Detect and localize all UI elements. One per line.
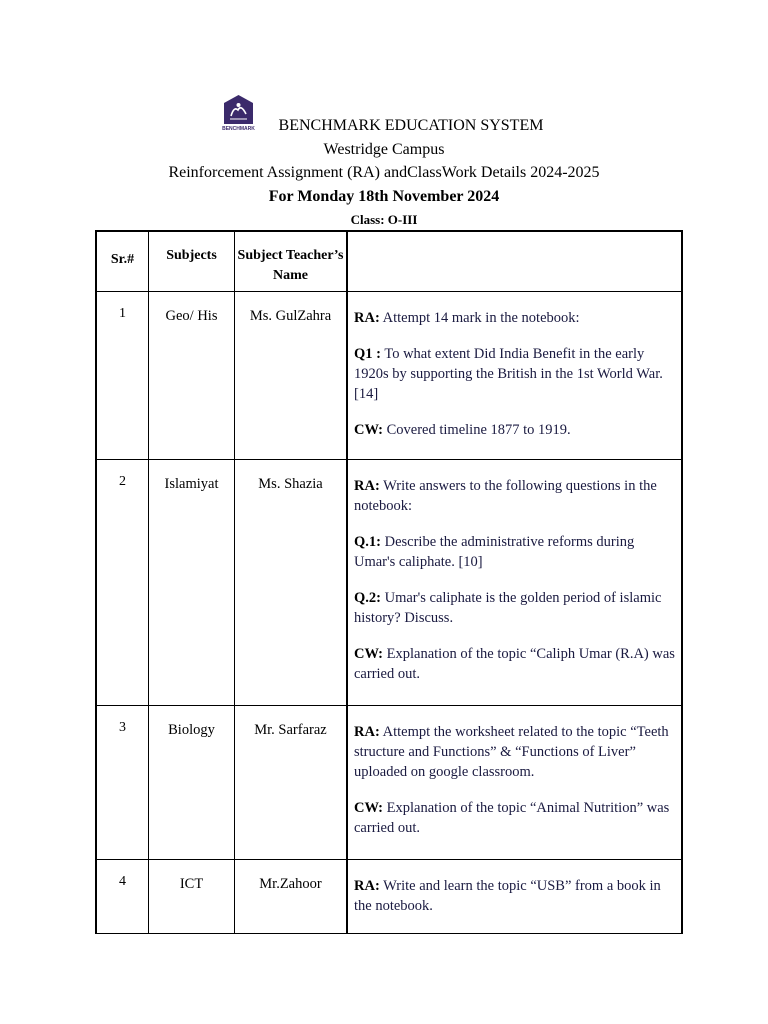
- table-row: [96, 292, 682, 460]
- row-teacher: Ms. Shazia: [235, 460, 348, 706]
- detail-item: [354, 644, 677, 684]
- row-details: [347, 292, 682, 460]
- row-teacher: Ms. GulZahra: [235, 292, 348, 460]
- detail-item: [354, 798, 677, 838]
- row-details: [347, 860, 682, 934]
- detail-text: Explanation of the topic “Animal Nutrition” was carried out.: [354, 800, 670, 836]
- detail-text: Attempt the worksheet related to the topic “Teeth structure and Functions” & “Functions of Liver” uploaded on google classroom.: [354, 724, 669, 780]
- detail-label: Q1 :: [354, 346, 381, 362]
- document-title: Reinforcement Assignment (RA) andClassWork Details 2024-2025: [168, 164, 600, 181]
- detail-text: Explanation of the topic “Caliph Umar (R.A) was carried out.: [354, 646, 675, 682]
- detail-text: Write and learn the topic “USB” from a book in the notebook.: [354, 878, 661, 914]
- detail-label: CW:: [354, 422, 383, 438]
- detail-label: CW:: [354, 800, 383, 816]
- row-subject: Geo/ His: [149, 292, 235, 460]
- row-details: [347, 460, 682, 706]
- detail-item: [354, 308, 677, 328]
- detail-label: CW:: [354, 646, 383, 662]
- detail-text: Describe the administrative reforms during Umar's caliphate. [10]: [354, 534, 635, 570]
- detail-item: [354, 476, 677, 516]
- row-number: 3: [96, 706, 149, 860]
- detail-text: Write answers to the following questions in the notebook:: [354, 478, 657, 514]
- detail-item: [354, 876, 677, 916]
- detail-text: Umar's caliphate is the golden period of islamic history? Discuss.: [354, 590, 662, 626]
- row-number: 4: [96, 860, 149, 934]
- header-details: [347, 231, 682, 292]
- detail-label: RA:: [354, 724, 380, 740]
- logo-text: BENCHMARK: [222, 126, 255, 132]
- detail-item: [354, 420, 677, 440]
- detail-label: RA:: [354, 878, 380, 894]
- detail-label: Q.2:: [354, 590, 381, 606]
- detail-label: RA:: [354, 478, 380, 494]
- document-date: For Monday 18th November 2024: [268, 188, 500, 205]
- row-teacher: Mr. Sarfaraz: [235, 706, 348, 860]
- detail-item: [354, 588, 677, 628]
- row-number: 1: [96, 292, 149, 460]
- row-teacher: Mr.Zahoor: [235, 860, 348, 934]
- detail-label: RA:: [354, 310, 380, 326]
- row-number: 2: [96, 460, 149, 706]
- header-sr: Sr.#: [96, 231, 149, 292]
- row-subject: Islamiyat: [149, 460, 235, 706]
- detail-text: Covered timeline 1877 to 1919.: [383, 422, 571, 438]
- schedule-table: [95, 230, 683, 934]
- class-label: Class: O-III: [350, 212, 418, 227]
- row-subject: ICT: [149, 860, 235, 934]
- detail-text: To what extent Did India Benefit in the early 1920s by supporting the British in the 1st World War. [14]: [354, 346, 663, 402]
- row-subject: Biology: [149, 706, 235, 860]
- campus-name: Westridge Campus: [323, 141, 445, 158]
- table-row: [96, 706, 682, 860]
- row-details: [347, 706, 682, 860]
- table-row: [96, 860, 682, 934]
- org-name: BENCHMARK EDUCATION SYSTEM: [278, 117, 544, 134]
- detail-item: [354, 722, 677, 782]
- table-row: [96, 460, 682, 706]
- header-teacher: Subject Teacher’s Name: [235, 231, 348, 292]
- detail-text: Attempt 14 mark in the notebook:: [379, 310, 580, 326]
- detail-item: [354, 344, 677, 404]
- detail-label: Q.1:: [354, 534, 381, 550]
- table-header-row: [96, 231, 682, 292]
- detail-item: [354, 532, 677, 572]
- header-subjects: Subjects: [149, 231, 235, 292]
